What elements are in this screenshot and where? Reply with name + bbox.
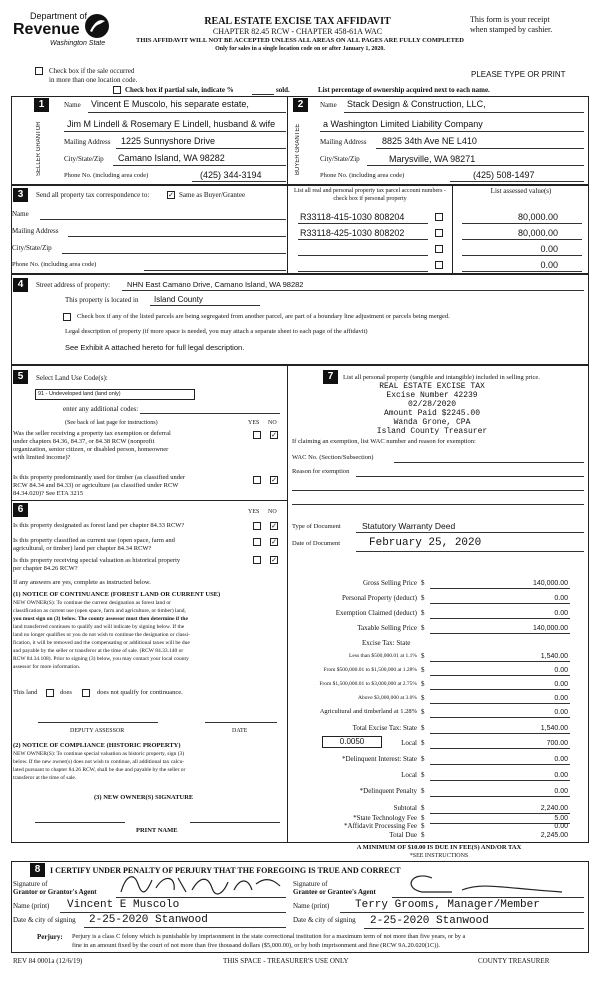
legal-description-label: Legal description of property (if more space is needed, you may attach a separate sheet to each page of the affidavit): [65, 328, 368, 335]
partial-sold-label: sold.: [276, 86, 290, 94]
total-state-label: Total Excise Tax: State: [352, 724, 417, 732]
section-3-badge: 3: [13, 188, 28, 202]
historic-yes-checkbox[interactable]: [253, 556, 261, 564]
tech-fee-label: *State Technology Fee: [353, 814, 417, 822]
receipt-note-2: when stamped by cashier.: [470, 25, 553, 34]
exemption-claim-label: If claiming an exemption, list WAC number and reason for exemption:: [292, 438, 476, 445]
delinquent-interest-local[interactable]: 0.00: [554, 772, 568, 779]
personal-property-checkbox[interactable]: [435, 229, 443, 237]
calc-value[interactable]: 0.00: [554, 595, 568, 602]
tier-label: From $1,500,000.01 to $3,000,000 at 2.75%: [319, 681, 417, 687]
street-address[interactable]: NHN East Camano Drive, Camano Island, WA 98282: [127, 280, 304, 289]
form-warning: THIS AFFIDAVIT WILL NOT BE ACCEPTED UNLESS ALL AREAS ON ALL PAGES ARE FULLY COMPLETED: [136, 37, 464, 44]
parcel-account[interactable]: R33118-415-1030 808204: [300, 212, 405, 222]
corr-phone-line[interactable]: [144, 270, 286, 271]
new-owner-signature-line-1[interactable]: [35, 822, 125, 823]
corr-address-label: Mailing Address: [12, 227, 59, 235]
form-number: REV 84 0001a (12/6/19): [13, 957, 83, 965]
calc-value[interactable]: 140,000.00: [532, 625, 568, 632]
assessor-date-label: DATE: [232, 728, 248, 734]
seller-city-label: City/State/Zip: [64, 155, 104, 163]
does-not-qualify-checkbox[interactable]: [82, 689, 90, 697]
multi-location-checkbox[interactable]: [35, 67, 43, 75]
calc-label: Personal Property (deduct): [341, 594, 417, 602]
new-owner-signature-line-2[interactable]: [190, 822, 280, 823]
county-label: This property is located in: [65, 296, 139, 304]
tech-fee-value[interactable]: 5.00: [554, 815, 568, 822]
tier-value[interactable]: 1,540.00: [540, 653, 568, 660]
same-as-buyer-checkbox[interactable]: ✓: [168, 191, 174, 199]
grantee-signature[interactable]: [392, 868, 572, 898]
buyer-name-label: Name: [320, 101, 337, 109]
buyer-address[interactable]: 8825 34th Ave NE L410: [382, 136, 477, 146]
grantor-print-name[interactable]: Vincent E Muscolo: [67, 899, 180, 911]
grantor-date-city[interactable]: 2-25-2020 Stanwood: [89, 914, 208, 926]
section-8-badge: 8: [30, 863, 45, 877]
logo-state: Washington State: [50, 40, 106, 47]
partial-sale-checkbox[interactable]: [113, 86, 121, 94]
assessed-value-header: List assessed value(s): [490, 187, 552, 195]
segregated-checkbox[interactable]: [63, 313, 71, 321]
total-due-value[interactable]: 2,245.00: [540, 832, 568, 839]
seller-address[interactable]: 1225 Sunnyshore Drive: [121, 136, 216, 146]
logo-dept: Department of: [30, 11, 88, 21]
processing-fee-label: *Affidavit Processing Fee: [344, 822, 417, 830]
seller-name-1[interactable]: Vincent E Muscolo, his separate estate,: [91, 99, 249, 109]
section-2-badge: 2: [293, 98, 308, 112]
sec6-yes-header: YES: [248, 509, 260, 515]
grantee-date-label: Date & city of signing: [293, 916, 356, 924]
legal-description[interactable]: See Exhibit A attached hereto for full legal description.: [65, 343, 245, 352]
exemption-no-checkbox[interactable]: ✓: [271, 431, 277, 439]
county-treasurer-label: COUNTY TREASURER: [478, 957, 550, 965]
grantee-sig-label-1: Signature of: [293, 880, 328, 888]
parcel-list-header: List all real and personal property tax parcel account numbers - check box if personal property: [294, 188, 446, 202]
partial-sale-label: Check box if partial sale, indicate %: [125, 86, 234, 94]
processing-fee-value[interactable]: 0.00: [554, 823, 568, 830]
local-rate: 0.0050: [339, 737, 365, 746]
new-owner-signature-label: (3) NEW OWNER(S) SIGNATURE: [94, 794, 194, 801]
personal-property-label: List all personal property (tangible and intangible) included in selling price.: [343, 374, 540, 381]
forest-no-checkbox[interactable]: ✓: [271, 522, 277, 530]
sec5-no-header: NO: [268, 420, 277, 426]
assessed-value[interactable]: 0.00: [540, 260, 558, 270]
wac-label: WAC No. (Section/Subsection): [292, 454, 374, 461]
buyer-name-1[interactable]: Stack Design & Construction, LLC,: [347, 99, 486, 109]
minimum-due-note: A MINIMUM OF $10.00 IS DUE IN FEE(S) AND/OR TAX: [356, 844, 522, 851]
tier-label: Less than $500,000.01 at 1.1%: [349, 653, 417, 659]
buyer-city[interactable]: Marysville, WA 98271: [389, 154, 476, 164]
logo-revenue: Revenue: [13, 21, 80, 38]
seller-name-2[interactable]: Jim M Lindell & Rosemary E Lindell, husband & wife: [67, 119, 276, 129]
delinquent-interest-local-label: Local: [401, 771, 417, 779]
form-title: REAL ESTATE EXCISE TAX AFFIDAVIT: [204, 16, 391, 27]
delinquent-interest-state-label: *Delinquent Interest: State: [341, 755, 417, 763]
deputy-assessor-label: DEPUTY ASSESSOR: [70, 728, 125, 734]
multi-location-label-2: in more than one location code.: [49, 76, 138, 84]
segregated-label: Check box if any of the listed parcels are being segregated from another parcel, are part of a boundary line adjustment or parcels being merged.: [77, 313, 450, 320]
dor-emblem-icon: [83, 13, 111, 39]
form-location-note: Only for sales in a single location code on or after January 1, 2020.: [215, 46, 385, 52]
doc-type[interactable]: Statutory Warranty Deed: [362, 521, 456, 531]
partial-percent-line[interactable]: [252, 94, 274, 95]
seller-address-label: Mailing Address: [64, 138, 111, 146]
doc-type-label: Type of Document: [292, 523, 341, 530]
treasurer-use-note: THIS SPACE - TREASURER'S USE ONLY: [223, 957, 349, 965]
exemption-yes-checkbox[interactable]: [253, 431, 261, 439]
corr-city-label: City/State/Zip: [12, 244, 52, 252]
exemption-reason-line[interactable]: [356, 476, 584, 477]
historic-no-checkbox[interactable]: ✓: [271, 556, 277, 564]
subtotal-value[interactable]: 2,240.00: [540, 805, 568, 812]
ownership-note: List percentage of ownership acquired next to each name.: [318, 86, 490, 94]
delinquent-penalty[interactable]: 0.00: [554, 788, 568, 795]
perjury-text-1: Perjury is a class C felony which is punishable by imprisonment in the state correctional institution for a maximum term of not more than five years, or by a: [72, 933, 466, 940]
buyer-phone-label: Phone No. (including area code): [320, 172, 405, 179]
seller-phone-label: Phone No. (including area code): [64, 172, 149, 179]
calc-value[interactable]: 0.00: [554, 610, 568, 617]
receipt-note-1: This form is your receipt: [470, 15, 550, 24]
print-name-label: PRINT NAME: [136, 827, 178, 834]
sec6-no-header: NO: [268, 509, 277, 515]
additional-codes-line[interactable]: [140, 413, 280, 414]
grantee-sig-label-2: Grantee or Grantee's Agent: [293, 888, 376, 896]
seller-city[interactable]: Camano Island, WA 98282: [118, 153, 225, 163]
current-use-yes-checkbox[interactable]: [253, 538, 261, 546]
tier-value[interactable]: 0.00: [554, 709, 568, 716]
sec5-yes-header: YES: [248, 420, 260, 426]
notice-compliance-title: (2) NOTICE OF COMPLIANCE (HISTORIC PROPERTY): [13, 742, 181, 749]
does-not-label: does not qualify for continuance.: [97, 689, 183, 696]
tier-label: From $500,000.01 to $1,500,000 at 1.28%: [323, 667, 417, 673]
buyer-phone[interactable]: (425) 508-1497: [473, 170, 535, 180]
local-value[interactable]: 700.00: [546, 740, 568, 747]
does-qualify-checkbox[interactable]: [46, 689, 54, 697]
certify-statement: I CERTIFY UNDER PENALTY OF PERJURY THAT THE FOREGOING IS TRUE AND CORRECT: [50, 866, 401, 875]
timber-no-checkbox[interactable]: ✓: [271, 476, 277, 484]
tier-value[interactable]: 0.00: [554, 667, 568, 674]
total-due-label: Total Due: [389, 831, 417, 839]
corr-name-line[interactable]: [40, 219, 286, 220]
see-instructions-note: *SEE INSTRUCTIONS: [409, 853, 469, 859]
street-address-label: Street address of property:: [36, 281, 111, 289]
section-1-badge: 1: [34, 98, 49, 112]
grantor-sig-label-2: Grantor or Grantor's Agent: [13, 888, 97, 896]
delinquent-penalty-label: *Delinquent Penalty: [359, 787, 417, 795]
wac-line[interactable]: [394, 462, 584, 463]
buyer-grantee-label: BUYER GRANTEE: [295, 123, 301, 175]
grantor-signature[interactable]: [116, 870, 286, 898]
tier-value[interactable]: 0.00: [554, 695, 568, 702]
subtotal-label: Subtotal: [393, 804, 417, 812]
buyer-city-label: City/State/Zip: [320, 155, 360, 163]
total-state-value[interactable]: 1,540.00: [540, 725, 568, 732]
corr-address-line[interactable]: [68, 236, 286, 237]
does-label: does: [60, 689, 72, 696]
timber-yes-checkbox[interactable]: [253, 476, 261, 484]
section-5-badge: 5: [13, 370, 28, 384]
doc-date[interactable]: February 25, 2020: [369, 537, 482, 549]
tier-label: Agricultural and timberland at 1.28%: [319, 708, 417, 715]
section-4-badge: 4: [13, 278, 28, 292]
additional-codes-label: enter any additional codes:: [63, 405, 139, 413]
property-county[interactable]: Island County: [154, 295, 203, 304]
current-use-no-checkbox[interactable]: ✓: [271, 538, 277, 546]
land-use-value: 91 - Undeveloped land (land only): [38, 391, 121, 397]
tier-label: Above $3,000,000 at 3.0%: [358, 695, 417, 701]
instructions-note: (See back of last page for instructions): [65, 420, 158, 426]
form-chapter: CHAPTER 82.45 RCW - CHAPTER 458-61A WAC: [212, 27, 383, 36]
grantor-sig-label-1: Signature of: [13, 880, 48, 888]
grantee-print-name[interactable]: Terry Grooms, Manager/Member: [355, 899, 540, 911]
perjury-label: Perjury:: [37, 933, 63, 941]
calc-label: Gross Selling Price: [362, 579, 417, 587]
tier-value[interactable]: 0.00: [554, 681, 568, 688]
corr-phone-label: Phone No. (including area code): [12, 261, 97, 268]
calc-value[interactable]: 140,000.00: [532, 580, 568, 587]
seller-name-label: Name: [64, 101, 81, 109]
grantor-date-label: Date & city of signing: [13, 916, 76, 924]
doc-date-label: Date of Document: [292, 540, 341, 547]
this-land-label: This land: [13, 689, 38, 696]
seller-phone[interactable]: (425) 344-3194: [200, 170, 262, 180]
delinquent-interest-state[interactable]: 0.00: [554, 756, 568, 763]
buyer-address-label: Mailing Address: [320, 138, 367, 146]
calc-label: Taxable Selling Price: [357, 624, 417, 632]
grantee-name-label: Name (print): [293, 902, 330, 910]
seller-grantor-label: SELLER GRANTOR: [36, 121, 42, 177]
land-use-label: Select Land Use Code(s):: [36, 374, 108, 382]
type-or-print: PLEASE TYPE OR PRINT: [471, 70, 566, 79]
grantor-name-label: Name (print): [13, 902, 50, 910]
same-as-buyer-label: Same as Buyer/Grantee: [179, 191, 246, 199]
forest-yes-checkbox[interactable]: [253, 522, 261, 530]
section-6-badge: 6: [13, 503, 28, 517]
personal-property-checkbox[interactable]: [435, 213, 443, 221]
notice-continuance-title: (1) NOTICE OF CONTINUANCE (FOREST LAND OR CURRENT USE): [13, 591, 221, 598]
excise-state-label: Excise Tax: State: [362, 639, 411, 647]
section-7-badge: 7: [323, 370, 338, 384]
assessed-value[interactable]: 80,000.00: [517, 212, 558, 222]
assessed-value[interactable]: 80,000.00: [517, 228, 558, 238]
perjury-text-2: fine in an amount fixed by the court of not more than five thousand dollars ($5,000.00), or by both imprisonment and fine (RCW 9A.20.020(1C)).: [72, 942, 441, 949]
if-yes-note: If any answers are yes, complete as instructed below.: [13, 579, 151, 586]
personal-property-checkbox[interactable]: [435, 261, 443, 269]
forest-land-question: Is this property designated as forest land per chapter 84.33 RCW?: [13, 522, 185, 529]
assessed-value[interactable]: 0.00: [540, 244, 558, 254]
grantee-date-city[interactable]: 2-25-2020 Stanwood: [370, 915, 489, 927]
local-label: Local: [401, 739, 417, 747]
multi-location-label-1: Check box if the sale occurred: [49, 67, 135, 75]
corr-city-line[interactable]: [62, 253, 286, 254]
correspondence-label: Send all property tax correspondence to:: [36, 191, 150, 199]
buyer-name-2[interactable]: a Washington Limited Liability Company: [323, 119, 483, 129]
calc-label: Exemption Claimed (deduct): [335, 609, 417, 617]
exemption-reason-label: Reason for exemption: [292, 468, 350, 475]
personal-property-checkbox[interactable]: [435, 245, 443, 253]
parcel-account[interactable]: R33118-425-1030 808202: [300, 228, 405, 238]
corr-name-label: Name: [12, 210, 29, 218]
